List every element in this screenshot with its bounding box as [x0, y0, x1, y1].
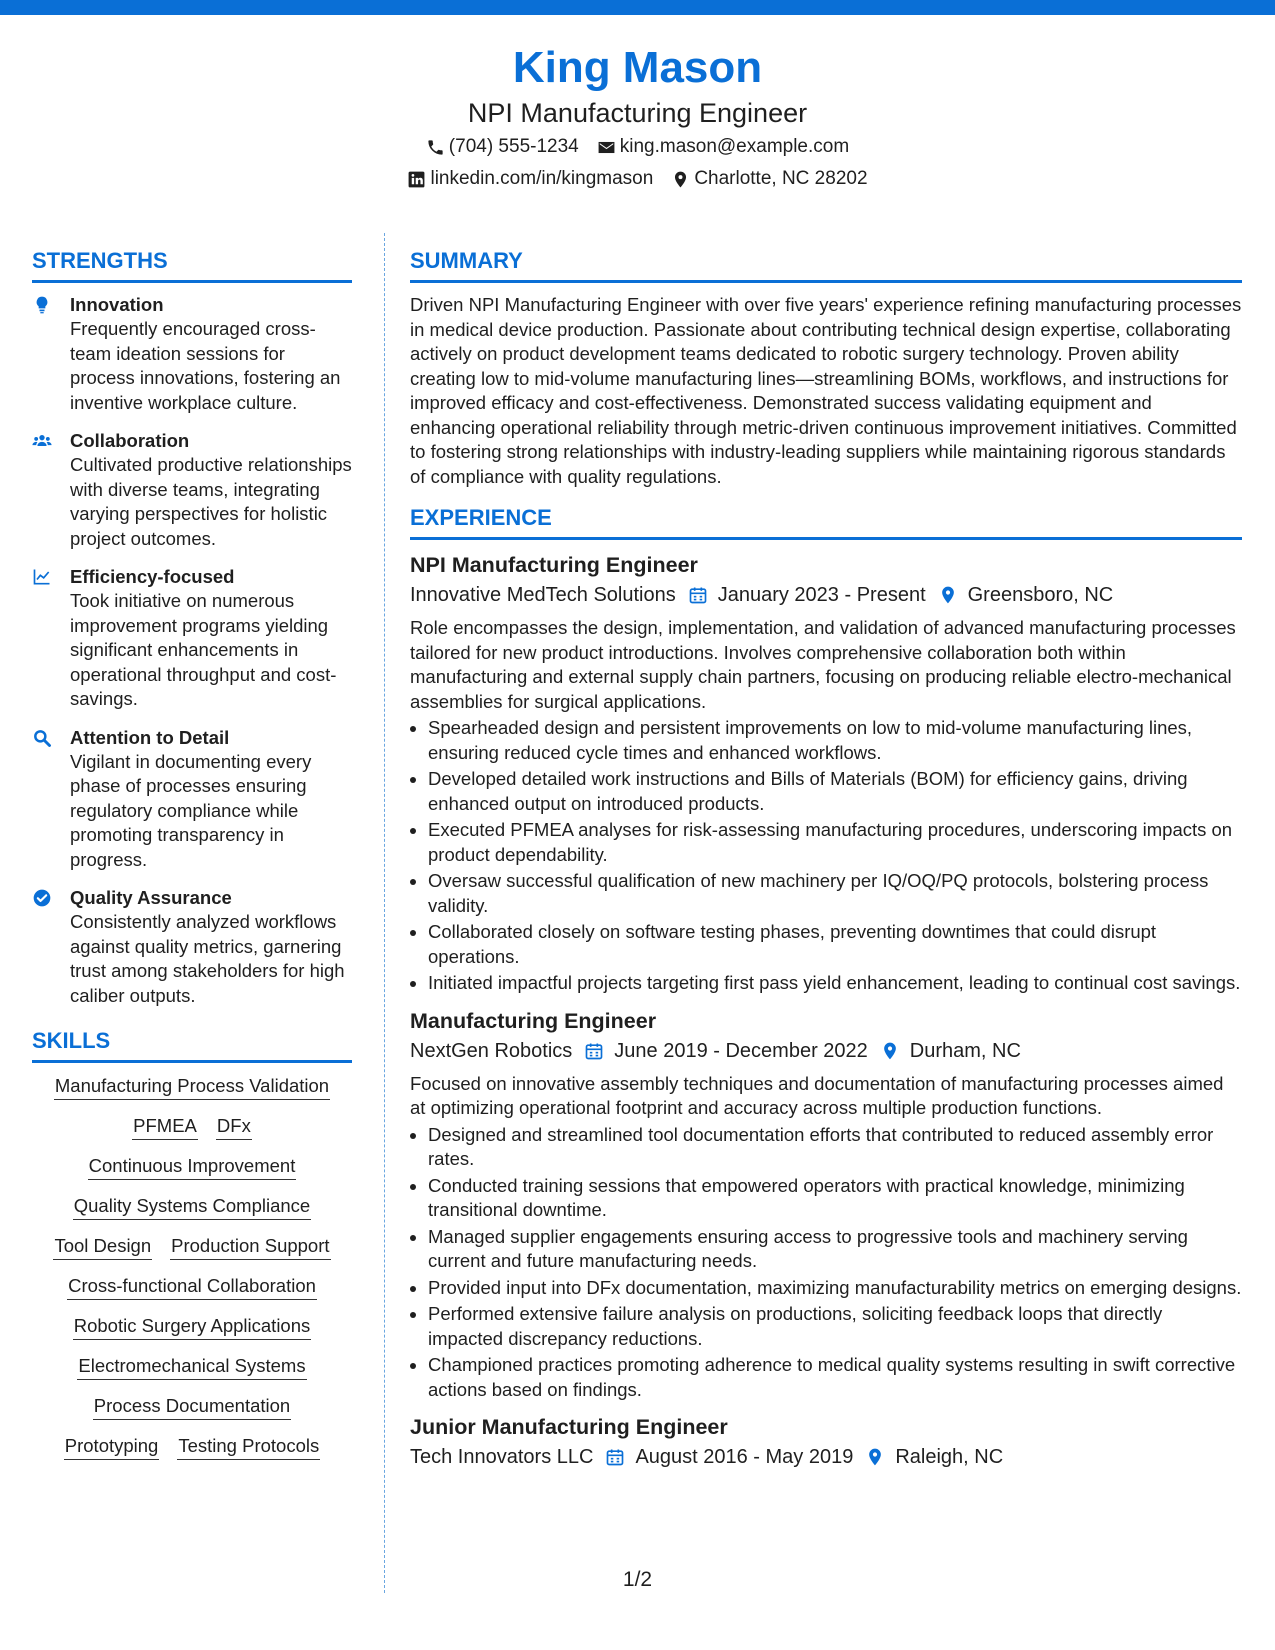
- linkedin-icon: [407, 170, 426, 189]
- strength-item: [32, 429, 352, 551]
- candidate-name: King Mason: [512, 43, 763, 92]
- job-dates: [688, 580, 926, 610]
- strength-desc: Took initiative on numerous improvement programs yielding significant enhancements in operational throughput and cost-savings.: [70, 590, 337, 709]
- skills-list: [32, 1073, 352, 1460]
- map-pin-icon: [938, 585, 958, 605]
- skills-heading: SKILLS: [32, 1026, 352, 1063]
- job-company: NextGen Robotics: [410, 1039, 573, 1062]
- location-contact: [671, 164, 867, 194]
- job-entry: [410, 1006, 1242, 1403]
- map-pin-icon: [880, 1041, 900, 1061]
- calendar-icon: [584, 1041, 604, 1061]
- skill-tag: Process Documentation: [93, 1393, 291, 1420]
- envelope-icon: [597, 138, 616, 157]
- email-text: king.mason@example.com: [619, 136, 850, 157]
- strength-item: [32, 886, 352, 1008]
- skill-tag: Manufacturing Process Validation: [54, 1073, 330, 1100]
- job-bullet: • Provided input into DFx documentation, maximizing manufacturability metrics on emerging designs.: [428, 1276, 1242, 1301]
- job-location-text: Raleigh, NC: [895, 1446, 1004, 1468]
- users-icon: [32, 431, 52, 451]
- skill-tag: Production Support: [170, 1233, 330, 1260]
- job-location-text: Greensboro, NC: [967, 584, 1114, 606]
- job-meta: [410, 1442, 1242, 1472]
- calendar-icon: [688, 585, 708, 605]
- left-column: [32, 246, 352, 1473]
- page-number: 1/2: [622, 1568, 653, 1591]
- job-bullet: • Conducted training sessions that empowered operators with practical knowledge, minimizing transitional downtime.: [428, 1174, 1242, 1223]
- search-icon: [32, 728, 52, 748]
- job-bullet: • Developed detailed work instructions and Bills of Materials (BOM) for efficiency gains, driving enhanced output on introduced products.: [428, 767, 1242, 816]
- strength-item: [32, 293, 352, 415]
- skill-tag: DFx: [216, 1113, 252, 1140]
- job-location-text: Durham, NC: [909, 1039, 1021, 1062]
- job-bullets: [410, 716, 1242, 996]
- job-bullet: • Collaborated closely on software testing phases, preventing downtimes that could disrupt operations.: [428, 920, 1242, 969]
- strength-desc: Frequently encouraged cross-team ideation sessions for process innovations, fostering an inventive workplace culture.: [70, 318, 341, 413]
- job-bullet: • Initiated impactful projects targeting first pass yield enhancement, leading to continual cost savings.: [428, 971, 1242, 996]
- strength-desc: Cultivated productive relationships with diverse teams, integrating varying perspectives for holistic project outcomes.: [70, 454, 352, 549]
- contact-row-2: [0, 164, 1275, 194]
- experience-heading: EXPERIENCE: [410, 503, 1242, 540]
- job-dates: [584, 1036, 868, 1066]
- job-bullet: • Executed PFMEA analyses for risk-assessing manufacturing procedures, underscoring impacts on product dependability.: [428, 818, 1242, 867]
- strengths-heading: STRENGTHS: [32, 246, 352, 283]
- linkedin-contact[interactable]: [407, 164, 653, 194]
- strength-title: Innovation: [70, 294, 164, 315]
- strength-item: [32, 565, 352, 712]
- right-column: [410, 246, 1242, 1478]
- strength-desc: Consistently analyzed workflows against quality metrics, garnering trust among stakeholders for high caliber outputs.: [70, 911, 345, 1006]
- job-title: Manufacturing Engineer: [410, 1008, 657, 1033]
- job-description: Role encompasses the design, implementation, and validation of advanced manufacturing processes tailored for new product introductions. Involves comprehensive collaboration both within manufacturing and external supply chain partners, focusing on producing reliable electro-mechanical assemblies for surgical applications.: [410, 617, 1236, 712]
- summary-text: Driven NPI Manufacturing Engineer with over five years' experience refining manufacturing processes in medical device production. Passionate about contributing technical design expertise, collaborating actively on product development teams dedicated to robotic surgery technology. Proven ability creating low to mid-volume manufacturing lines—streamlining BOMs, workflows, and instructions for improved efficacy and cost-effectiveness. Demonstrated success validating equipment and enhancing operational reliability through metric-driven continuous improvement initiatives. Committed to fostering strong relationships with industry-leading suppliers while maintaining rigorous standards of compliance with quality regulations.: [410, 294, 1242, 487]
- skill-tag: Prototyping: [64, 1433, 160, 1460]
- skill-tag: Testing Protocols: [177, 1433, 320, 1460]
- job-bullets: [410, 1123, 1242, 1403]
- job-meta: [410, 580, 1242, 610]
- job-bullet: • Managed supplier engagements ensuring access to progressive tools and machinery serving current and future manufacturing needs.: [428, 1225, 1242, 1274]
- job-location: [938, 580, 1114, 610]
- contact-row-1: [0, 132, 1275, 162]
- strength-title: Efficiency-focused: [70, 566, 235, 587]
- linkedin-text: linkedin.com/in/kingmason: [430, 168, 654, 189]
- job-meta: [410, 1036, 1242, 1066]
- job-dates-text: January 2023 - Present: [717, 584, 926, 606]
- resume-header: [0, 40, 1275, 194]
- job-dates-text: June 2019 - December 2022: [614, 1039, 868, 1062]
- job-entry: [410, 550, 1242, 996]
- job-company: Innovative MedTech Solutions: [410, 584, 676, 606]
- strength-title: Attention to Detail: [70, 726, 230, 748]
- check-circle-icon: [32, 888, 52, 908]
- calendar-icon: [605, 1447, 625, 1467]
- phone-icon: [426, 138, 445, 157]
- chart-line-icon: [32, 567, 52, 587]
- lightbulb-icon: [32, 295, 52, 315]
- job-location: [865, 1442, 1003, 1472]
- email-contact[interactable]: [597, 132, 849, 162]
- job-entry: [410, 1412, 1242, 1472]
- job-bullet: • Designed and streamlined tool documentation efforts that contributed to reduced assembly error rates.: [428, 1123, 1242, 1172]
- job-title: NPI Manufacturing Engineer: [410, 553, 698, 577]
- skill-tag: PFMEA: [132, 1113, 198, 1140]
- map-pin-icon: [865, 1447, 885, 1467]
- job-company: Tech Innovators LLC: [410, 1446, 594, 1468]
- skill-tag: Tool Design: [53, 1233, 152, 1260]
- job-location: [880, 1036, 1021, 1066]
- job-bullet: • Performed extensive failure analysis on productions, soliciting feedback loops that directly impacted discrepancy reductions.: [428, 1302, 1242, 1351]
- skill-tag: Cross-functional Collaboration: [67, 1273, 317, 1300]
- strength-item: [32, 726, 352, 873]
- candidate-title: NPI Manufacturing Engineer: [467, 98, 808, 128]
- skill-tag: Robotic Surgery Applications: [73, 1313, 312, 1340]
- skill-tag: Quality Systems Compliance: [73, 1193, 311, 1220]
- summary-heading: SUMMARY: [410, 246, 1242, 283]
- skill-tag: Electromechanical Systems: [77, 1353, 306, 1380]
- phone-text: (704) 555-1234: [448, 136, 579, 157]
- skill-tag: Continuous Improvement: [88, 1153, 297, 1180]
- column-divider: [384, 233, 385, 1593]
- location-text: Charlotte, NC 28202: [694, 168, 868, 189]
- job-bullet: • Oversaw successful qualification of new machinery per IQ/OQ/PQ protocols, bolstering process validity.: [428, 869, 1242, 918]
- job-description: Focused on innovative assembly techniques and documentation of manufacturing processes aimed at optimizing operational footprint and accuracy across multiple production functions.: [410, 1072, 1224, 1118]
- phone-contact: [426, 132, 579, 162]
- map-pin-icon: [671, 170, 690, 189]
- strength-title: Collaboration: [70, 430, 190, 451]
- job-title: Junior Manufacturing Engineer: [410, 1415, 728, 1439]
- strength-title: Quality Assurance: [70, 887, 232, 908]
- job-bullet: • Spearheaded design and persistent improvements on low to mid-volume manufacturing lines, ensuring reduced cycle times and enhanced workflows.: [428, 716, 1242, 765]
- strength-desc: Vigilant in documenting every phase of processes ensuring regulatory compliance while promoting transparency in progress.: [70, 750, 312, 870]
- job-dates: [605, 1442, 853, 1472]
- job-bullet: • Championed practices promoting adherence to medical quality systems resulting in swift corrective actions based on findings.: [428, 1353, 1242, 1402]
- top-accent-bar: [0, 0, 1275, 15]
- job-dates-text: August 2016 - May 2019: [635, 1446, 854, 1468]
